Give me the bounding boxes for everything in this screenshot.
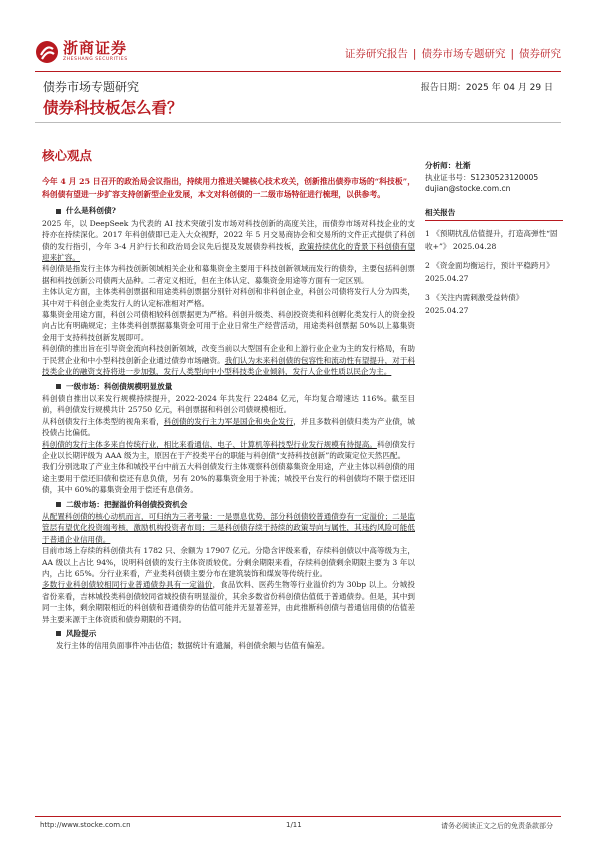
summary-text: 今年 4 月 25 日召开的政治局会议指出，持续用力推进关键核心技术攻关，创新推出债券市场的“科技板”，科创债有望进一步扩容支持创新型企业发展，本文对科创债的一二级市场特征进行梳理，以供参考。 xyxy=(42,177,415,200)
sidebar xyxy=(425,160,563,317)
related-report-item[interactable]: 1 《预期扰乱估值提升，打造高弹性“固收+”》 2025.04.28 xyxy=(425,229,558,251)
report-type: 债券市场专题研究 xyxy=(43,80,140,94)
paragraph: 主体认定方面，主体类科创票据和用途类科创票据分别针对科创和非科创企业，科创公司债将发行人分为四类，其中对于科创企业类发行人的认定标准相对严格。 xyxy=(42,287,415,308)
report-title: 债券科技板怎么看？ xyxy=(43,99,183,117)
logo-subtext: ZHESHANG SECURITIES xyxy=(63,57,128,63)
footer-disclaimer: 请务必阅读正文之后的免责条款部分 xyxy=(441,822,553,830)
paragraph: 从科创债发行主体类型的视角来看，科创债的发行主力军是国企和央企发行，并且多数科创债归类为产业债，城投债占比偏低。 xyxy=(42,416,416,438)
paragraph: 科创债的推出旨在引导资金流向科技创新领域，改变当前以大型国有企业和上游行业企业为主的发行格局，有助于民营企业和中小型科技创新企业通过债券市场融资。我们认为未来科创债的包容性和流动性有望提升，对于科技类企业的融资支持将进一步加强，发行人类型向中小型科技类企业倾斜，发行人企业性质以民企为主。 xyxy=(42,344,415,377)
header-divider xyxy=(35,71,561,72)
page-number: 1/11 xyxy=(286,821,302,829)
square-bullet-icon xyxy=(56,631,61,636)
analyst-name: 分析师：杜渐 xyxy=(425,161,471,170)
paragraph: 多数行业科创债较相同行业普通债券具有一定溢价，食品饮料、医药生物等行业溢价约为 30bp 以上。分城投省份来看，吉林城投类科创债较同省城投债有明显溢价，其余多数省份科创债估值低于普通债券。但是，其中到同一主体，剩余期限相近的科创债和普通债券的估值可能并无显著差异，由此推断科创债与普通信用债的估值差异主要来源于主体资质和债券期限的不同。 xyxy=(42,580,415,624)
paragraph: 科创债的发行主体多来自传统行业，相比来看通信、电子、计算机等科技型行业发行规模有待提高。科创债发行企业以长期评级为 AAA 级为主，原因在于产投类平台的职能与科创债“支持科技创新”的政策定位天然匹配。 xyxy=(42,439,415,460)
paragraph: 我们分别选取了产业主体和城投平台中前五大科创债发行主体观察科创债募集资金用途，产业主体以科创债的用途主要用于偿还旧债和偿还有息负债，另有 20%的募集资金用于补流；城投平台发行的科创债均不限于偿还旧债，其中 60%的募集资金用于偿还有息债务。 xyxy=(42,462,415,495)
footer-website[interactable]: http://www.stocke.com.cn xyxy=(40,821,131,829)
square-bullet-icon xyxy=(56,209,61,214)
subsection-risk: 风险提示 xyxy=(42,628,415,639)
footer-divider xyxy=(35,816,561,817)
subsection-secondary-market: 二级市场：把握溢价科创债投资机会 xyxy=(42,499,415,510)
related-reports-heading: 相关报告 xyxy=(425,207,563,222)
paragraph: 目前市场上存续的科创债共有 1782 只、余额为 17907 亿元。分隐含评级来看，存续科创债以中高等级为主，AA 级以上占比 94%，说明科创债的发行主体资质较优。分剩余期限来看，存续科创债剩余期限主要为 3 年以内，占比 65%。分行业来看，产业类科创债主要分布在建筑装饰和煤炭等传统行业。 xyxy=(42,546,415,578)
paragraph: 2025 年，以 DeepSeek 为代表的 AI 技术突破引发市场对科技创新的高度关注，而债券市场对科技企业的支持亦在持续深化。2017 年科创债即已走入大众视野，2022 年 5 月交易商协会和交易所的文件正式提供了科创债的发行指引，今年 3-4 月沪行长和政治局会议先后提及发展债券科技板，政策持续优化的背景下科创债有望迎来扩容。 xyxy=(42,218,416,263)
analyst-email[interactable]: dujian@stocke.com.cn xyxy=(425,184,511,193)
nav-item-bond-topic: 债券市场专题研究 xyxy=(421,48,506,60)
subsection-primary-market: 一级市场：科创债规模明显放量 xyxy=(42,381,415,392)
top-navigation: 证券研究报告 | 债券市场专题研究 | 债券研究 xyxy=(344,48,561,60)
main-content xyxy=(42,150,415,652)
analyst-license: 执业证书号：S1230523120005 xyxy=(425,172,539,182)
company-logo xyxy=(35,40,128,64)
related-report-item[interactable]: 3 《关注内需刺激受益转债》 2025.04.27 xyxy=(425,293,524,315)
paragraph: 科创债是指发行主体为科技创新领域相关企业和募集资金主要用于科技创新领域而发行的债券，主要包括科创票据和科技创新公司债两大品种。二者定义相近，但在主体认定、募集资金用途等方面有一定区别。 xyxy=(42,264,415,285)
logo-mark-icon xyxy=(35,40,59,64)
section-title: 核心观点 xyxy=(42,148,93,163)
related-report-item[interactable]: 2 《资金面均衡运行，预计平稳跨月》 2025.04.27 xyxy=(425,261,554,283)
square-bullet-icon xyxy=(56,384,61,389)
paragraph: 发行主体的信用负面事件冲击估值；数据统计有遗漏，科创债余额与估值有偏差。 xyxy=(56,641,330,651)
title-divider xyxy=(35,122,561,123)
nav-item-research-report: 证券研究报告 xyxy=(344,48,408,60)
paragraph: 科创债自推出以来发行规模持续提升，2022-2024 年共发行 22484 亿元，年均复合增速达 116%。截至目前，科创债发行规模共计 25750 亿元，科创票据和科创公司债规模相近。 xyxy=(42,393,415,415)
square-bullet-icon xyxy=(56,502,61,507)
paragraph: 从配置科创债的核心动机而言，可归纳为三者考量：一是票息优势，部分科创债较普通债券有一定溢价；二是监管层有望优化投资端考核，激励机构投资者布局；三是科创债存续于持续的政策导向与属性，其违约风险可能低于普通企业信用债。 xyxy=(42,511,415,544)
report-date: 报告日期：2025 年 04 月 29 日 xyxy=(420,83,553,93)
nav-item-bond-research: 债券研究 xyxy=(519,48,561,60)
paragraph: 募集资金用途方面，科创公司债相较科创票据更为严格。科创升级类、科创投资类和科创孵化类发行人的资金投向占比有明确规定；主体类科创票据募集资金可用于企业日常生产经营活动，用途类科创票据 50%以上募集资金用于支持科技创新发展即可。 xyxy=(42,310,415,342)
subsection-what-is: 什么是科创债? xyxy=(42,205,415,216)
logo-text: 浙商证券 xyxy=(63,39,128,58)
